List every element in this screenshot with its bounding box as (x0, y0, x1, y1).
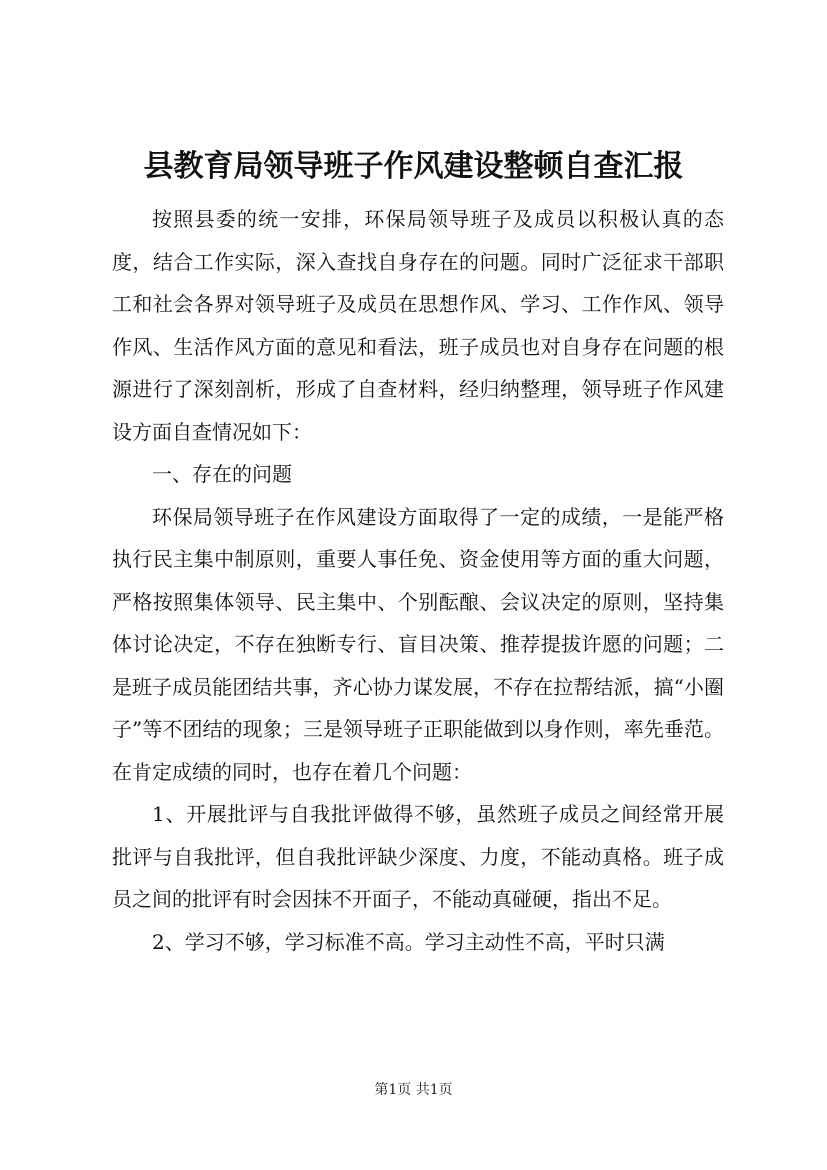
page-footer: 第1页 共1页 (374, 1082, 453, 1098)
section-heading: 一、存在的问题 (152, 462, 292, 486)
document-title: 县教育局领导班子作风建设整顿自查汇报 (143, 149, 684, 184)
paragraph-intro: 按照县委的统一安排，环保局领导班子及成员以积极认真的态度，结合工作实际，深入查找自身存在的问题。同时广泛征求干部职工和社会各界对领导班子及成员在思想作风、学习、工作作风、领导作风、生活作风方面的意见和看法，班子成员也对自身存在问题的根源进行了深刻剖析，形成了自查材料，经归纳整理，领导班子作风建设方面自查情况如下： (112, 207, 724, 444)
document-body (112, 198, 724, 963)
paragraph-issue-1: 1、开展批评与自我批评做得不够，虽然班子成员之间经常开展批评与自我批评，但自我批评缺少深度、力度，不能动真格。班子成员之间的批评有时会因抹不开面子，不能动真碰硬，指出不足。 (112, 802, 724, 911)
paragraph-achievements: 环保局领导班子在作风建设方面取得了一定的成绩，一是能严格执行民主集中制原则，重要人事任免、资金使用等方面的重大问题，严格按照集体领导、民主集中、个别酝酿、会议决定的原则，坚持集体讨论决定，不存在独断专行、盲目决策、推荐提拔许愿的问题；二是班子成员能团结共事，齐心协力谋发展，不存在拉帮结派，搞“小圈子”等不团结的现象；三是领导班子正职能做到以身作则，率先垂范。在肯定成绩的同时，也存在着几个问题： (112, 504, 724, 784)
paragraph-issue-2: 2、学习不够，学习标准不高。学习主动性不高，平时只满 (152, 929, 665, 954)
